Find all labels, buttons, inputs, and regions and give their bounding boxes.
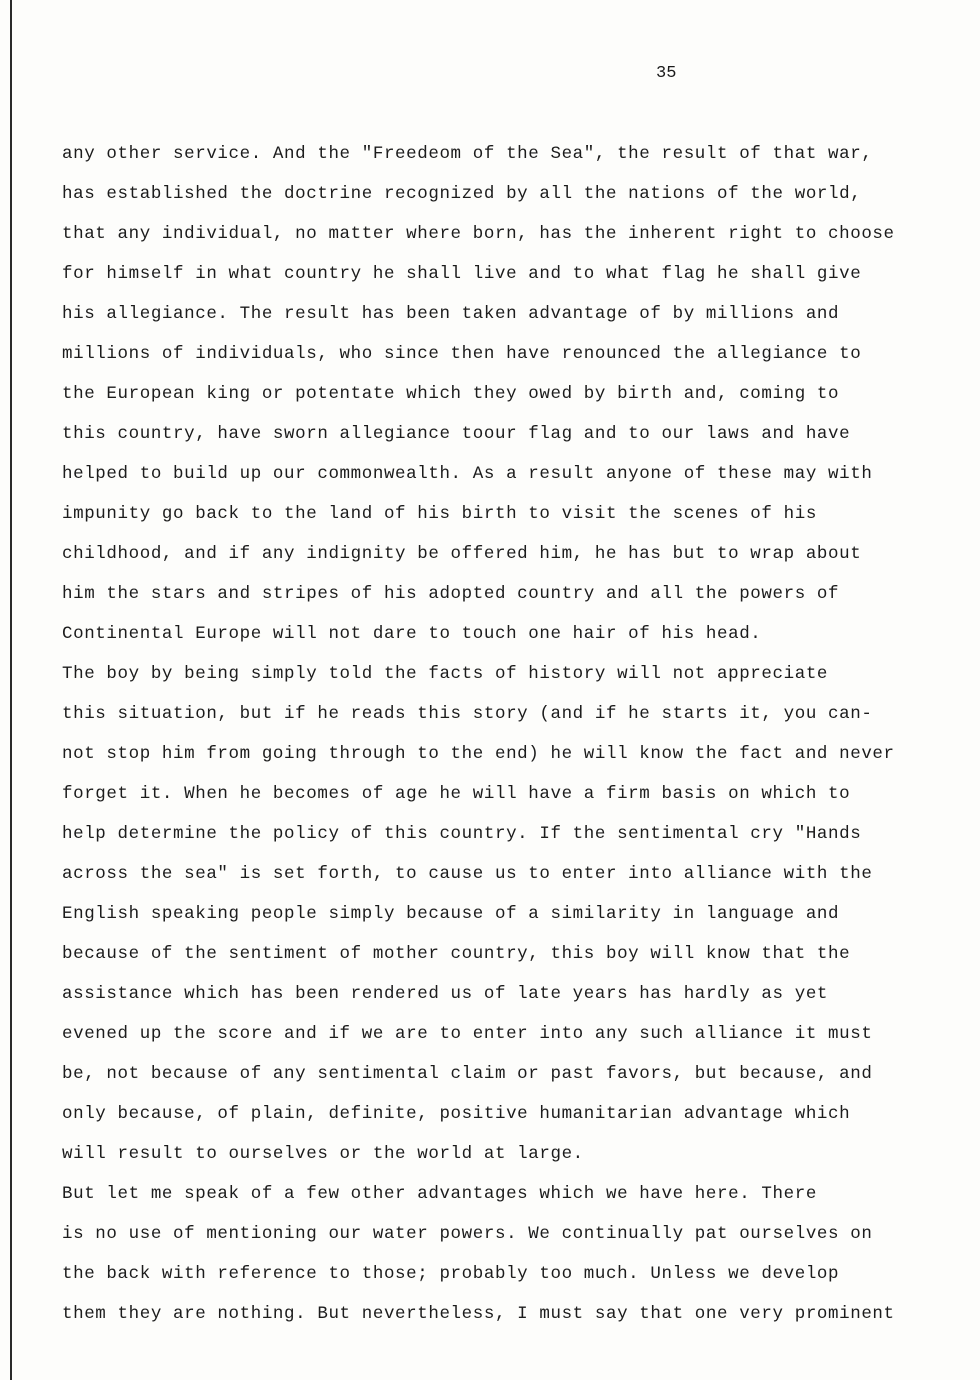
text-line: evened up the score and if we are to enter into any such alliance it must xyxy=(62,1024,873,1044)
page-left-edge xyxy=(10,0,12,1380)
text-line: The boy by being simply told the facts of history will not appreciate xyxy=(62,664,829,684)
text-line: millions of individuals, who since then have renounced the allegiance to xyxy=(62,344,862,364)
text-line: this country, have sworn allegiance toour flag and to our laws and have xyxy=(62,424,851,444)
text-line: has established the doctrine recognized by all the nations of the world, xyxy=(62,184,862,204)
text-line: that any individual, no matter where born, has the inherent right to choose xyxy=(62,224,895,244)
text-line: them they are nothing. But nevertheless, I must say that one very prominent xyxy=(62,1304,895,1324)
page-number: 35 xyxy=(656,64,677,83)
text-line: any other service. And the "Freedeom of the Sea", the result of that war, xyxy=(62,144,873,164)
text-line: But let me speak of a few other advantages which we have here. There xyxy=(62,1184,817,1204)
text-line: childhood, and if any indignity be offered him, he has but to wrap about xyxy=(62,544,862,564)
text-line: Continental Europe will not dare to touch one hair of his head. xyxy=(62,624,762,644)
text-line: only because, of plain, definite, positive humanitarian advantage which xyxy=(62,1104,851,1124)
text-line: will result to ourselves or the world at large. xyxy=(62,1144,584,1164)
text-line: across the sea" is set forth, to cause us to enter into alliance with the xyxy=(62,864,873,884)
text-line: the European king or potentate which they owed by birth and, coming to xyxy=(62,384,840,404)
text-line: English speaking people simply because of a similarity in language and xyxy=(62,904,840,924)
text-line: help determine the policy of this country. If the sentimental cry "Hands xyxy=(62,824,862,844)
text-line: because of the sentiment of mother country, this boy will know that the xyxy=(62,944,851,964)
text-line: forget it. When he becomes of age he will have a firm basis on which to xyxy=(62,784,851,804)
text-line: is no use of mentioning our water powers. We continually pat ourselves on xyxy=(62,1224,873,1244)
text-line: for himself in what country he shall live and to what flag he shall give xyxy=(62,264,862,284)
text-line: impunity go back to the land of his birth to visit the scenes of his xyxy=(62,504,817,524)
text-line: his allegiance. The result has been taken advantage of by millions and xyxy=(62,304,840,324)
text-line: him the stars and stripes of his adopted country and all the powers of xyxy=(62,584,840,604)
text-line: this situation, but if he reads this story (and if he starts it, you can- xyxy=(62,704,873,724)
text-line: the back with reference to those; probably too much. Unless we develop xyxy=(62,1264,840,1284)
text-line: assistance which has been rendered us of late years has hardly as yet xyxy=(62,984,829,1004)
text-line: not stop him from going through to the end) he will know the fact and never xyxy=(62,744,895,764)
text-line: be, not because of any sentimental claim or past favors, but because, and xyxy=(62,1064,873,1084)
text-line: helped to build up our commonwealth. As a result anyone of these may with xyxy=(62,464,873,484)
